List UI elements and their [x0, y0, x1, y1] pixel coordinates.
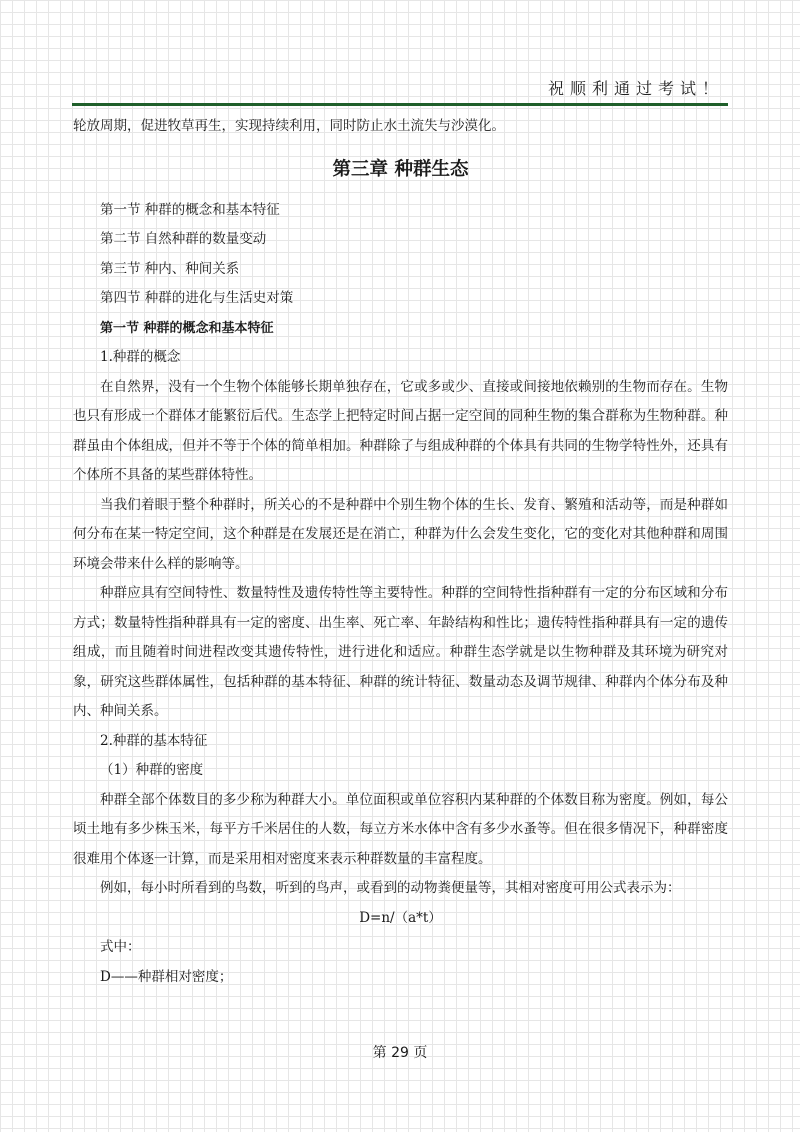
toc-item-4: 第四节 种群的进化与生活史对策: [100, 290, 294, 306]
running-header: 祝顺利通过考试！: [547, 79, 724, 98]
paragraph-5: 例如，每小时所看到的鸟数，听到的鸟声，或看到的动物粪便量等，其相对密度可用公式表示为：: [100, 880, 681, 896]
paragraph-3: 种群应具有空间特性、数量特性及遗传特性等主要特性。种群的空间特性指种群有一定的分布区域和分布方式；数量特性指种群具有一定的密度、出生率、死亡率、年龄结构和性比；遗传特性指种群具有一定的遗传组成，而且随着时间进程改变其遗传特性，进行进化和适应。种群生态学就是以生物种群及其环境为研究对象，研究这些群体属性，包括种群的基本特征、种群的统计特征、数量动态及调节规律、种群内个体分布及种内、种间关系。: [73, 585, 728, 719]
page-content: [73, 112, 728, 992]
toc-item-3: 第三节 种内、种间关系: [100, 260, 240, 277]
subheading-density: （1）种群的密度: [100, 762, 204, 778]
paragraph-1: 在自然界，没有一个生物个体能够长期单独存在，它或多或少、直接或间接地依赖别的生物而存在。生物也只有形成一个群体才能繁衍后代。生态学上把特定时间占据一定空间的同种生物的集合群称为生物种群。种群虽由个体组成，但并不等于个体的简单相加。种群除了与组成种群的个体具有共同的生物学特性外，还具有个体所不具备的某些群体特性。: [73, 378, 728, 483]
toc-item-1: 第一节 种群的概念和基本特征: [100, 201, 280, 218]
density-formula: D=n/（a*t）: [359, 909, 442, 926]
paragraph-4: 种群全部个体数目的多少称为种群大小。单位面积或单位容积内某种群的个体数目称为密度。例如，每公顷土地有多少株玉米，每平方千米居住的人数，每立方米水体中含有多少水蚤等。但在很多情况下，种群密度很难用个体逐一计算，而是采用相对密度来表示种群数量的丰富程度。: [73, 791, 728, 867]
section-title: 第一节 种群的概念和基本特征: [100, 320, 274, 336]
formula-definition-d: D——种群相对密度；: [100, 968, 233, 985]
formula-where: 式中：: [100, 939, 141, 955]
page-number: 第 29 页: [372, 1045, 428, 1061]
chapter-title: 第三章 种群生态: [332, 158, 469, 180]
toc-item-2: 第二节 自然种群的数量变动: [100, 231, 267, 247]
header-rule: [72, 103, 728, 106]
paragraph-2: 当我们着眼于整个种群时，所关心的不是种群中个别生物个体的生长、发育、繁殖和活动等，而是种群如何分布在某一特定空间，这个种群是在发展还是在消亡，种群为什么会发生变化，它的变化对其他种群和周围环境会带来什么样的影响等。: [73, 496, 728, 572]
subheading-population-concept: 1.种群的概念: [100, 349, 181, 365]
subheading-basic-features: 2.种群的基本特征: [100, 732, 208, 749]
continued-line: 轮放周期，促进牧草再生，实现持续利用，同时防止水土流失与沙漠化。: [73, 118, 505, 134]
